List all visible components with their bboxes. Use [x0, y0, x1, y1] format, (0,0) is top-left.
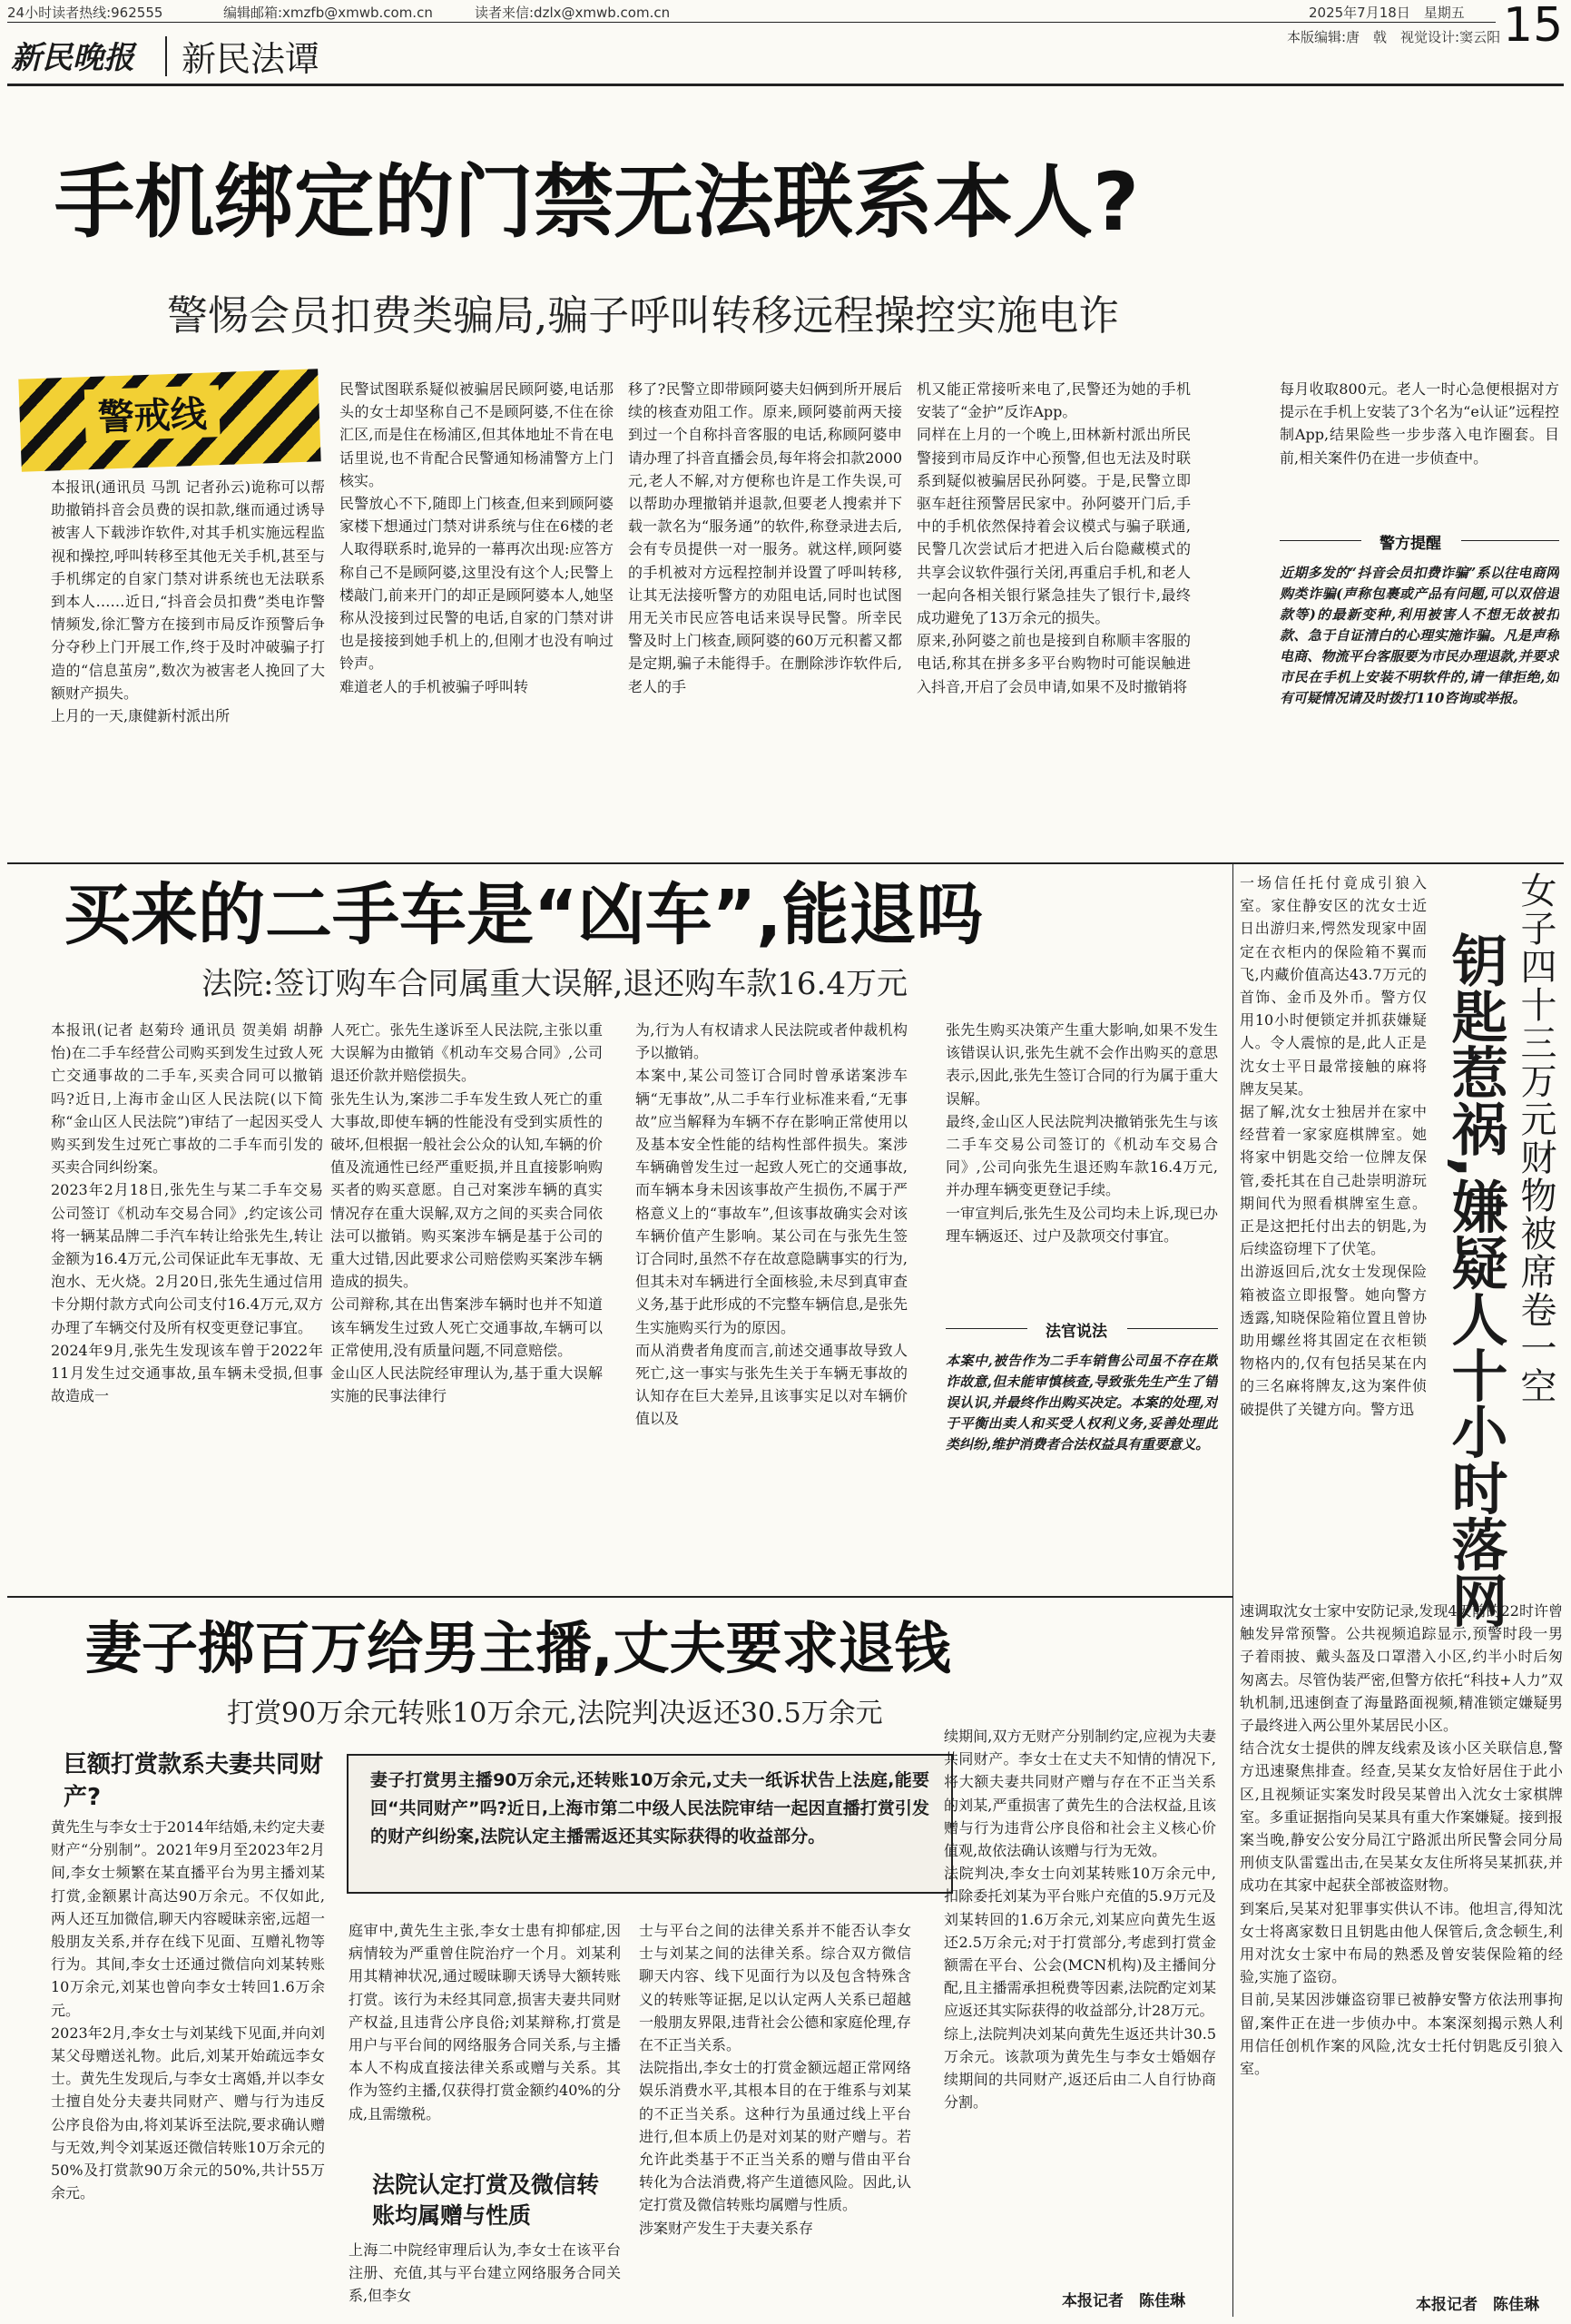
article3-column-1: 黄先生与李女士于2014年结婚,未约定夫妻财产“分别制”。2021年9月至2023年2月间,李女士频繁在某直播平台为男主播刘某打赏,金额累计高达90万余元。不仅如此,两人还互加微信,聊天内容暧昧亲密,远超一般朋友关系,并存在线下见面、互赠礼物等行为。其间,李女士还通过微信向刘某转账10万余元,刘某也曾向李女士转回1.6万余元。 2023年2月,李女士与刘某线下见面,并向刘某父母赠送礼物。此后,刘某开始疏远李女士。黄先生发现后,与李女士离婚,并以李女士擅自处分夫妻共同财产、赠与行为违反公序良俗为由,将刘某诉至法院,要求确认赠与无效,判令刘某返还微信转账10万余元的50%及打赏款90万余元的50%,共计55万余元。: [51, 1818, 325, 2202]
article1-tip-title: 警方提醒: [1380, 535, 1441, 553]
article4-kicker: 女子四十三万元财物被席卷一空: [1515, 872, 1556, 1405]
editor-email: 编辑邮箱:xmzfb@xmwb.com.cn: [223, 5, 433, 21]
article4-left-rule: [1232, 864, 1233, 2317]
article2-column-3: 为,行为人有权请求人民法院或者仲裁机构予以撤销。 本案中,某公司签订合同时曾承诺案涉车辆“无事故”,从二手车行业标准来看,“无事故”应当解释为车辆不存在影响正常使用以及基本安全性能的结构性部件损失。案涉车辆确曾发生过一起致人死亡的交通事故,而车辆本身未因该事故产生损伤,不属于严格意义上的“事故车”,但该事故确实会对该车辆价值产生影响。某公司在与张先生签订合同时,虽然不存在故意隐瞒事实的行为,但其未对车辆进行全面核验,未尽到真审查义务,基于此形成的不完整车辆信息,是张先生实施购买行为的原因。 而从消费者角度而言,前述交通事故导致人死亡,这一事实与张先生关于车辆无事故的认知存在巨大差异,且该事实足以对车辆价值以及: [635, 1021, 908, 1428]
article1-headline: 手机绑定的门禁无法联系本人?: [54, 155, 1140, 249]
article3-summary-box: [347, 1754, 953, 1894]
article1-tip-text: 近期多发的“抖音会员扣费诈骗”系以往电商网购类诈骗(声称包裹或产品有问题,可以双倍退款等)的最新变种,利用被害人不想无故被扣款、急于自证清白的心理实施诈骗。凡是声称电商、物流平台客服要为市民办理退款,并要求市民在手机上安装不明软件的,请一律拒绝,如有可疑情况请及时拨打110咨询或举报。: [1280, 565, 1559, 706]
article1-tip-rule-right: [1461, 540, 1559, 541]
article4-headline: 钥匙惹祸,嫌疑人十小时落网: [1442, 931, 1508, 1629]
article4-column-bottom: 速调取沈女士家中安防记录,发现4天前的22时许曾触发异常预警。公共视频追踪显示,预警时段一男子着雨披、戴头盔及口罩潜入小区,约半小时后匆匆离去。尽管伪装严密,但警方依托“科技+人力”双轨机制,迅速倒查了海量路面视频,精准锁定嫌疑男子最终进入两公里外某居民小区。 结合沈女士提供的牌友线索及该小区关联信息,警方迅速聚焦排查。经查,吴某女友恰好居住于此小区,且视频证实案发时段吴某曾出入沈女士家棋牌室。多重证据指向吴某具有重大作案嫌疑。接到报案当晚,静安公安分局江宁路派出所民警会同分局刑侦支队雷霆出击,在吴某女友住所将吴某抓获,并成功在其家中起获全部被盗财物。 到案后,吴某对犯罪事实供认不讳。他坦言,得知沈女士将离家数日且钥匙由他人保管后,贪念顿生,利用对沈女士家中布局的熟悉及曾安装保险箱的经验,实施了盗窃。 目前,吴某因涉嫌盗窃罪已被静安警方依法刑事拘留,案件正在进一步侦办中。本案深刻揭示熟人利用信任创机作案的风险,沈女士托付钥匙反引狼入室。: [1240, 1602, 1563, 2078]
article1-column-3: 移了?民警立即带顾阿婆夫妇俩到所开展后续的核查劝阻工作。原来,顾阿婆前两天接到过一个自称抖音客服的电话,称顾阿婆申请办理了抖音直播会员,每年将会扣款2000元,老人不解,对方便称也许是工作失误,可以帮助办理撤销并退款,但要老人搜索并下载一款名为“服务通”的软件,称登录进去后,会有专员提供一对一服务。就这样,顾阿婆的手机被对方远程控制并设置了呼叫转移,让其无法接听警方的劝阻电话,同时也试图用无关市民应答电话来误导民警。所幸民警及时上门核查,顾阿婆的60万元积蓄又都是定期,骗子未能得手。在删除涉诈软件后,老人的手: [628, 380, 902, 695]
article2-bottom-rule: [7, 1596, 1232, 1598]
article3-summary: 妻子打赏男主播90万余元,还转账10万余元,丈夫一纸诉状告上法庭,能要回“共同财产”吗?近日,上海市第二中级人民法院审结一起因直播打赏引发的财产纠纷案,法院认定主播需返还其实际获得的收益部分。: [370, 1770, 929, 1846]
reader-hotline: 24小时读者热线:962555: [7, 5, 163, 21]
article2-tip-title: 法官说法: [1046, 1323, 1107, 1341]
article2-tip-text: 本案中,被告作为二手车销售公司虽不存在欺诈故意,但未能审慎核查,导致张先生产生了错误认识,并最终作出购买决定。本案的处理,对于平衡出卖人和买受人权利义务,妥善处理此类纠纷,维护消费者合法权益具有重要意义。: [946, 1353, 1218, 1452]
article3-section1-title: 巨额打赏款系夫妻共同财产?: [64, 1751, 324, 1811]
article3-byline: 本报记者 陈佳琳: [1062, 2292, 1185, 2310]
article1-column-1: 本报讯(通讯员 马凯 记者孙云)诡称可以帮助撤销抖音会员费的误扣款,继而通过诱导被害人下载涉诈软件,对其手机实施远程监视和操控,呼叫转移至其他无关手机,甚至与手机绑定的自家门禁对讲系统也无法联系到本人……近日,“抖音会员扣费”类电诈警情频发,徐汇警方在接到市局反诈预警后争分夺秒上门开展工作,终于及时冲破骗子打造的“信息茧房”,数次为被害老人挽回了大额财产损失。 上月的一天,康健新村派出所: [51, 478, 325, 725]
page-number: 15: [1503, 0, 1564, 53]
article2-subhead: 法院:签订购车合同属重大误解,退还购车款16.4万元: [201, 966, 908, 1002]
article4-column-top: 一场信任托付竟成引狼入室。家住静安区的沈女士近日出游归来,愕然发现家中固定在衣柜内的保险箱不翼而飞,内藏价值高达43.7万元的首饰、金币及外币。警方仅用10小时便锁定并抓获嫌疑人。令人震惊的是,此人正是沈女士平日最常接触的麻将牌友吴某。 据了解,沈女士独居并在家中经营着一家家庭棋牌室。她将家中钥匙交给一位牌友保管,委托其在自己赴崇明游玩期间代为照看棋牌室生意。正是这把托付出去的钥匙,为后续盗窃埋下了伏笔。 出游返回后,沈女士发现保险箱被盗立即报警。她向警方透露,知晓保险箱位置且曾协助用螺丝将其固定在衣柜锁物格内的,仅有包括吴某在内的三名麻将牌友,这为案件侦破提供了关键方向。警方迅: [1240, 874, 1427, 1418]
article1-column-4: 机又能正常接听来电了,民警还为她的手机安装了“金护”反诈App。 同样在上月的一个晚上,田林新村派出所民警接到市局反诈中心预警,但也无法及时联系到疑似被骗居民孙阿婆。于是,民警立即驱车赶往预警居民家中。孙阿婆开门后,手中的手机依然保持着会议模式与骗子联通,民警几次尝试后才把进入后台隐藏模式的共享会议软件强行关闭,再重启手机,和老人一起向各相关银行紧急挂失了银行卡,最终成功避免了13万余元的损失。 原来,孙阿婆之前也是接到自称顺丰客服的电话,称其在拼多多平台购物时可能误触进入抖音,开启了会员申请,如果不及时撤销将: [917, 380, 1191, 695]
warning-tape-badge: [18, 369, 320, 471]
article2-tip-rule-left: [946, 1328, 1027, 1329]
article2-headline: 买来的二手车是“凶车”,能退吗: [64, 876, 984, 954]
article4-byline: 本报记者 陈佳琳: [1416, 2296, 1539, 2314]
article3-section2-title: 法院认定打赏及微信转账均属赠与性质: [372, 2171, 600, 2229]
masthead-top-rule: [7, 22, 1496, 23]
article1-column-5: 每月收取800元。老人一时心急便根据对方提示在手机上安装了3个名为“e认证”远程控制App,结果险些一步步落入电诈圈套。目前,相关案件仍在进一步侦查中。: [1280, 380, 1559, 467]
article1-bottom-rule: [7, 862, 1564, 864]
masthead-divider: [165, 36, 167, 76]
paper-logo: 新民晚报: [11, 40, 134, 76]
article3-subhead: 打赏90万余元转账10万余元,法院判决返还30.5万余元: [227, 1698, 883, 1729]
article3-column-2: 庭审中,黄先生主张,李女士患有抑郁症,因病情较为严重曾住院治疗一个月。刘某利用其精神状况,通过暧昧聊天诱导大额转账打赏。该行为未经其同意,损害夫妻共同财产权益,且违背公序良俗;刘某辩称,打赏是用户与平台间的网络服务合同关系,与主播本人不构成直接法律关系或赠与关系。其作为签约主播,仅获得打赏金额约40%的分成,且需缴税。: [349, 1922, 621, 2122]
section-name: 新民法谭: [182, 39, 320, 79]
article2-column-1: 本报讯(记者 赵菊玲 通讯员 贺美娟 胡静怡)在二手车经营公司购买到发生过致人死亡交通事故的二手车,买卖合同可以撤销吗?近日,上海市金山区人民法院(以下简称“金山区人民法院”)审结了一起因买受人购买到发生过死亡事故的二手车而引发的买卖合同纠纷案。 2023年2月18日,张先生与某二手车交易公司签订《机动车交易合同》,约定该公司将一辆某品牌二手汽车转让给张先生,转让金额为16.4万元,公司保证此车无事故、无泡水、无火烧。2月20日,张先生通过信用卡分期付款方式向公司支付16.4万元,双方办理了车辆交付及所有权变更登记事宜。 2024年9月,张先生发现该车曾于2022年11月发生过交通事故,虽车辆未受损,但事故造成一: [51, 1021, 323, 1405]
reader-email: 读者来信:dzlx@xmwb.com.cn: [475, 5, 671, 21]
article3-column-3: 士与平台之间的法律关系并不能否认李女士与刘某之间的法律关系。综合双方微信聊天内容、线下见面行为以及包含特殊含义的转账等证据,足以认定两人关系已超越一般朋友界限,违背社会公德和家庭伦理,存在不正当关系。 法院指出,李女士的打赏金额远超正常网络娱乐消费水平,其根本目的在于维系与刘某的不正当关系。这种行为虽通过线上平台进行,但本质上仍是对刘某的财产赠与。若允许此类基于不正当关系的赠与借由平台转化为合法消费,将产生道德风险。因此,认定打赏及微信转账均属赠与性质。 涉案财产发生于夫妻关系存: [639, 1922, 911, 2237]
article1-tip-rule-left: [1280, 540, 1361, 541]
article2-tip-rule-right: [1127, 1328, 1218, 1329]
article3-column-4: 续期间,双方无财产分别制约定,应视为夫妻共同财产。李女士在丈夫不知情的情况下,将大额夫妻共同财产赠与存在不正当关系的刘某,严重损害了黄先生的合法权益,且该赠与行为违背公序良俗和社会主义核心价值观,故依法确认该赠与行为无效。 法院判决,李女士向刘某转账10万余元中,扣除委托刘某为平台账户充值的5.9万元及刘某转回的1.6万余元,刘某应向黄先生返还2.5万余元;对于打赏部分,考虑到打赏金额需在平台、公会(MCN机构)及主播间分配,且主播需承担税费等因素,法院酌定刘某应返还其实际获得的收益部分,计28万元。 综上,法院判决刘某向黄先生返还共计30.5万余元。该款项为黄先生与李女士婚姻存续期间的共同财产,返还后由二人自行协商分割。: [944, 1728, 1216, 2112]
article1-column-2: 民警试图联系疑似被骗居民顾阿婆,电话那头的女士却坚称自己不是顾阿婆,不住在徐汇区,而是住在杨浦区,但其体地址不肯在电话里说,也不肯配合民警通知杨浦警方上门核实。 民警放心不下,随即上门核查,但来到顾阿婆家楼下想通过门禁对讲系统与住在6楼的老人取得联系时,诡异的一幕再次出现:应答方称自己不是顾阿婆,这里没有这个人;民警上楼敲门,前来开门的却正是顾阿婆本人,她坚称从没接到过民警的电话,自家的门禁对讲也是接接到她手机上的,但刚才也没有响过铃声。 难道老人的手机被骗子呼叫转: [339, 380, 614, 695]
article2-column-4: 张先生购买决策产生重大影响,如果不发生该错误认识,张先生就不会作出购买的意思表示,因此,张先生签订合同的行为属于重大误解。 最终,金山区人民法院判决撤销张先生与该二手车交易公司签订的《机动车交易合同》,公司向张先生退还购车款16.4万元,并办理车辆变更登记手续。 一审宣判后,张先生及公司均未上诉,现已办理车辆返还、过户及款项交付事宜。: [946, 1021, 1218, 1245]
article2-column-2: 人死亡。张先生遂诉至人民法院,主张以重大误解为由撤销《机动车交易合同》,公司退还价款并赔偿损失。 张先生认为,案涉二手车发生致人死亡的重大事故,即使车辆的性能没有受到实质性的破坏,但根据一般社会公众的认知,车辆的价值及流通性已经严重贬损,并且直接影响购买者的购买意愿。自己对案涉车辆的真实情况存在重大误解,双方之间的买卖合同依法可以撤销。购买案涉车辆是基于公司的重大过错,因此要求公司赔偿购买案涉车辆造成的损失。 公司辩称,其在出售案涉车辆时也并不知道该车辆发生过致人死亡交通事故,车辆可以正常使用,没有质量问题,不同意赔偿。 金山区人民法院经审理认为,基于重大误解实施的民事法律行: [330, 1021, 603, 1405]
article3-headline: 妻子掷百万给男主播,丈夫要求退钱: [85, 1615, 951, 1681]
warning-tape-label: 警戒线: [84, 385, 221, 441]
page-credits: 本版编辑:唐 戟 视觉设计:窦云阳: [1287, 29, 1501, 45]
article3-column-2b: 上海二中院经审理后认为,李女士在该平台注册、充值,其与平台建立网络服务合同关系,但李女: [349, 2241, 621, 2305]
article1-subhead: 警惕会员扣费类骗局,骗子呼叫转移远程操控实施电诈: [167, 291, 1120, 340]
issue-date: 2025年7月18日 星期五: [1309, 5, 1465, 21]
masthead-bottom-rule: [7, 84, 1564, 86]
